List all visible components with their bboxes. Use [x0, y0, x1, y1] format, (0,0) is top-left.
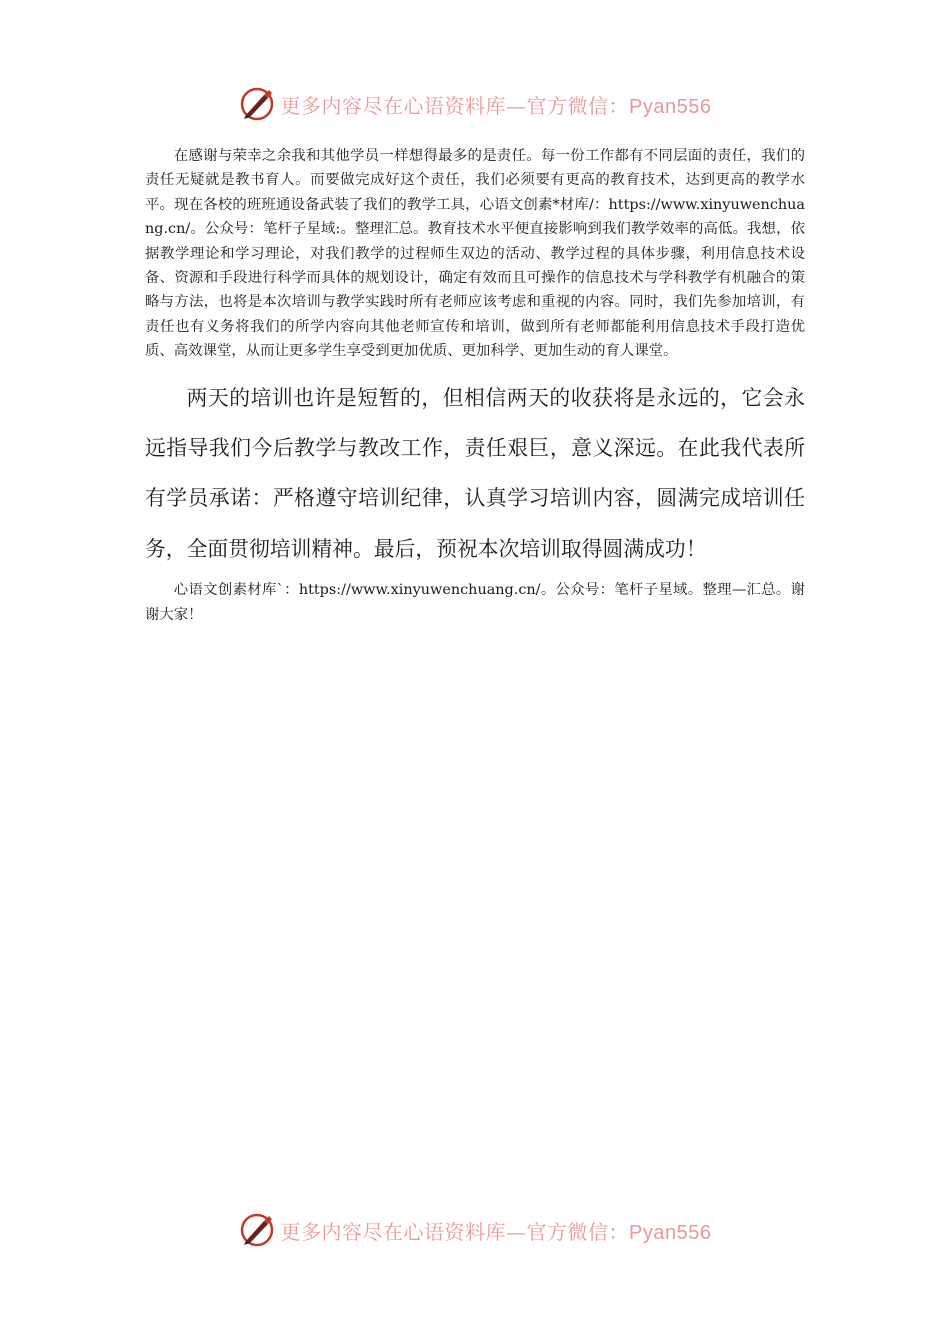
- header-banner-text: 更多内容尽在心语资料库—官方微信：Pyan556: [280, 93, 712, 118]
- wechat-id: Pyan556: [629, 1221, 712, 1244]
- footer-banner-text: 更多内容尽在心语资料库—官方微信：Pyan556: [280, 1219, 712, 1244]
- paragraph-closing: 心语文创素材库`：https://www.xinyuwenchuang.cn/。公众号：笔杆子星域。整理—汇总。谢谢大家！: [145, 582, 805, 623]
- wechat-id: Pyan556: [629, 95, 712, 118]
- pen-logo-icon: [239, 1212, 275, 1248]
- paragraph-responsibility: 在感谢与荣幸之余我和其他学员一样想得最多的是责任。每一份工作都有不同层面的责任，我们的责任无疑就是教书育人。而要做完成好这个责任，我们必须要有更高的教育技术，达到更高的教学水平。现在各校的班班通设备武装了我们的教学工具，心语文创素*材库/：https://www.xinyuwenchuang.cn/。公众号：笔杆子星域:。整理汇总。教育技术水平便直接影响到我们教学效率的高低。我想，依据教学理论和学习理论，对我们教学的过程师生双边的活动、教学过程的具体步骤，利用信息技术设备、资源和手段进行科学而具体的规划设计，确定有效而且可操作的信息技术与学科教学有机融合的策略与方法，也将是本次培训与教学实践时所有老师应该考虑和重视的内容。同时，我们先参加培训，有责任也有义务将我们的所学内容向其他老师宣传和培训，做到所有老师都能利用信息技术手段打造优质、高效课堂，从而让更多学生享受到更加优质、更加科学、更加生动的育人课堂。: [145, 148, 805, 360]
- document-body: [145, 144, 805, 627]
- footer-banner: [0, 1210, 950, 1250]
- paragraph-training-summary: 两天的培训也许是短暂的，但相信两天的收获将是永远的，它会永远指导我们今后教学与教改工作，责任艰巨，意义深远。在此我代表所有学员承诺：严格遵守培训纪律，认真学习培训内容，圆满完成培训任务，全面贯彻培训精神。最后，预祝本次培训取得圆满成功！: [145, 385, 805, 561]
- header-banner: [0, 84, 950, 124]
- pen-logo-icon: [239, 86, 275, 122]
